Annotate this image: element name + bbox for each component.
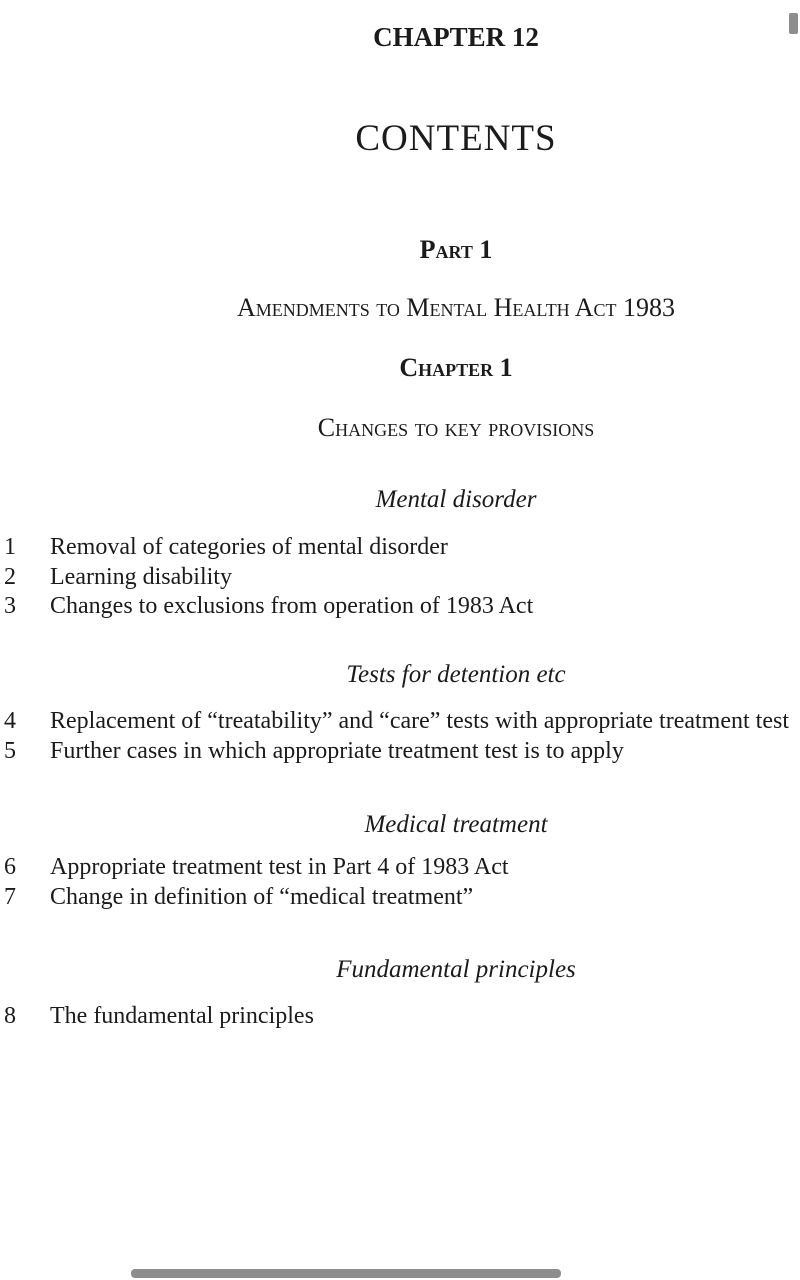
chapter-1-heading: Chapter 1: [399, 353, 513, 382]
item-number: 6: [4, 854, 16, 880]
part-1-heading: Part 1: [419, 235, 493, 264]
item-text: Changes to exclusions from operation of 1983 Act: [50, 593, 534, 619]
item-text: Further cases in which appropriate treatment test is to apply: [50, 738, 624, 764]
part-1-subtitle: Amendments to Mental Health Act 1983: [236, 293, 676, 322]
item-text: The fundamental principles: [50, 1003, 314, 1029]
item-number: 4: [4, 708, 16, 734]
toc-item: [0, 882, 800, 912]
item-number: 2: [4, 564, 16, 590]
item-number: 5: [4, 738, 16, 764]
section-heading-medical-treatment: Medical treatment: [364, 811, 548, 838]
chapter-12-heading: CHAPTER 12: [373, 22, 539, 52]
toc-item: [0, 562, 800, 592]
chapter-1-subtitle: Changes to key provisions: [317, 413, 595, 442]
toc-item: [0, 1001, 800, 1031]
toc-item: [0, 532, 800, 562]
item-number: 8: [4, 1003, 16, 1029]
item-number: 1: [4, 534, 16, 560]
item-number: 7: [4, 884, 16, 910]
item-text: Learning disability: [50, 564, 232, 590]
item-text: Change in definition of “medical treatment”: [50, 884, 474, 910]
item-number: 3: [4, 593, 16, 619]
contents-title: CONTENTS: [355, 118, 557, 159]
toc-item: [0, 706, 800, 736]
horizontal-scrollbar-thumb[interactable]: [131, 1269, 561, 1278]
item-text: Appropriate treatment test in Part 4 of 1983 Act: [50, 854, 509, 880]
toc-item: [0, 852, 800, 882]
item-text: Removal of categories of mental disorder: [50, 534, 448, 560]
section-heading-mental-disorder: Mental disorder: [375, 486, 537, 513]
vertical-scrollbar-thumb[interactable]: [789, 13, 798, 34]
toc-item: [0, 736, 800, 766]
section-heading-fundamental-principles: Fundamental principles: [336, 956, 576, 983]
toc-item: [0, 591, 800, 621]
item-text: Replacement of “treatability” and “care” tests with appropriate treatment test: [50, 708, 789, 734]
section-heading-tests-for-detention: Tests for detention etc: [346, 661, 566, 688]
